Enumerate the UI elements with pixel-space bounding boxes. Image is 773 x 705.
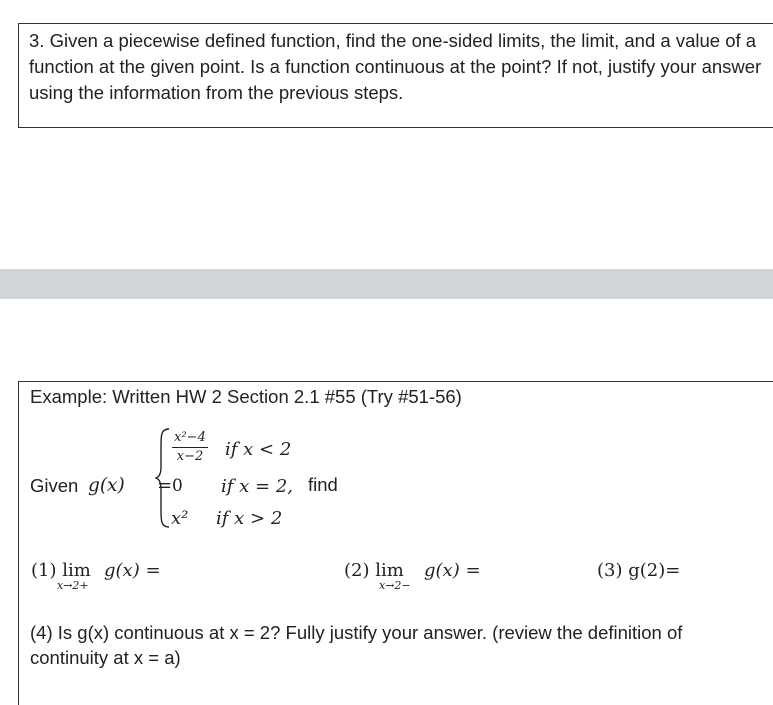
question-2-subscript: x→2− [379, 579, 411, 592]
example-box [18, 381, 773, 705]
question-3: (3) g(2)= [597, 560, 681, 581]
example-title: Example: Written HW 2 Section 2.1 #55 (Try #51-56) [30, 386, 462, 407]
case-1-numerator: x²−4 [174, 430, 206, 445]
problem-3-box [18, 23, 773, 128]
function-name: g(x) [88, 475, 125, 496]
case-3-value: x² [171, 508, 189, 529]
case-1-denominator: x−2 [176, 449, 204, 464]
left-brace-icon [155, 427, 171, 529]
question-2-expression: g(x) = [424, 560, 481, 581]
case-1-condition: if x < 2 [225, 439, 292, 460]
given-label: Given [30, 475, 79, 496]
problem-3-text: 3. Given a piecewise defined function, find the one-sided limits, the limit, and a value of a function at the given point. Is a function continuous at the point? If not, justify your answer using the information from the previous steps. [29, 30, 762, 103]
find-word: find [308, 474, 338, 495]
section-divider-band [0, 269, 773, 299]
case-2-value: 0 [172, 476, 183, 496]
question-1-limit: (1) lim [31, 560, 91, 581]
case-2-condition: if x = 2, [221, 476, 293, 497]
fraction-bar [172, 447, 208, 448]
question-4: (4) Is g(x) continuous at x = 2? Fully justify your answer. (review the definition of continuity at x = a) [30, 622, 683, 668]
question-1-expression: g(x) = [104, 560, 161, 581]
question-2-limit: (2) lim [344, 560, 404, 581]
case-3-condition: if x > 2 [216, 508, 283, 529]
equals-sign: = [157, 475, 173, 496]
question-1-subscript: x→2+ [57, 579, 89, 592]
